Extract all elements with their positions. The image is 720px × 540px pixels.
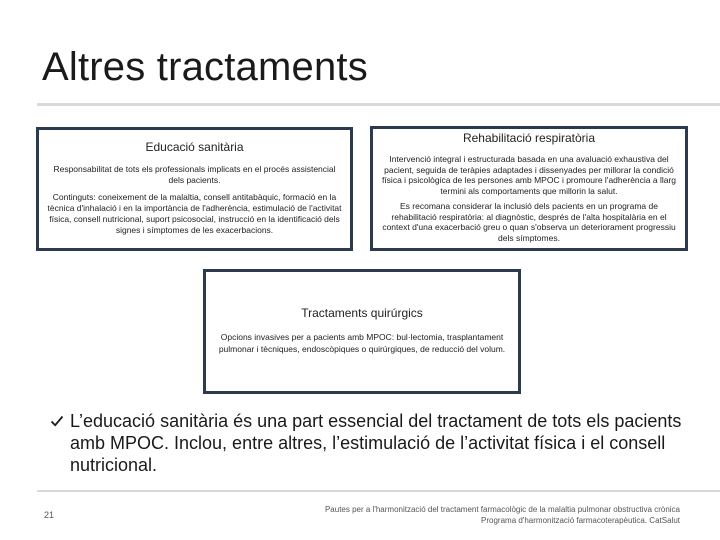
key-point-text: L’educació sanitària és una part essencial del tractament de tots els pacients amb MPOC. Inclou, entre altres, l’estimulació de l’activitat física i el consell nutricional. bbox=[70, 411, 682, 475]
title-divider bbox=[37, 103, 720, 106]
education-paragraph: Continguts: coneixement de la malaltia, consell antitabàquic, formació en la tècnica d'inhalació i en la importància de l'adherència, estimulació de l'activitat física, consell nutricional, suport psicosocial, instrucció en la identificació dels signes i símptomes de les exacerbacions. bbox=[47, 192, 342, 235]
education-heading: Educació sanitària bbox=[145, 140, 244, 154]
education-box bbox=[36, 127, 353, 251]
key-point bbox=[50, 410, 690, 476]
page-title: Altres tractaments bbox=[42, 45, 368, 89]
surgery-body bbox=[212, 332, 512, 355]
checkmark-icon bbox=[50, 410, 64, 428]
footer-source bbox=[250, 504, 680, 526]
rehabilitation-body bbox=[377, 154, 681, 243]
page-number: 21 bbox=[44, 510, 55, 520]
footer-line: Pautes per a l'harmonització del tractament farmacològic de la malaltia pulmonar obstructiva crònica bbox=[324, 505, 680, 514]
footer-divider bbox=[37, 490, 720, 492]
education-paragraph: Responsabilitat de tots els professionals implicats en el procés assistencial dels pacients. bbox=[53, 164, 336, 185]
rehabilitation-heading: Rehabilitació respiratòria bbox=[462, 131, 596, 145]
surgery-box bbox=[203, 269, 521, 394]
rehabilitation-paragraph: Intervenció integral i estructurada basada en una avaluació exhaustiva del pacient, seguida de teràpies adaptades i dissenyades per millorar la condició física i psicològica de les persones amb MPOC i promoure l'adherència a llarg termini als comportaments que millorin la salut. bbox=[381, 154, 677, 196]
rehabilitation-paragraph: Es recomana considerar la inclusió dels pacients en un programa de rehabilitació respiratòria: al diagnòstic, després de l'alta hospitalària en el context d'una exacerbació greu o quan s'observa un deteriorament progressiu dels símptomes. bbox=[382, 201, 676, 243]
rehabilitation-box bbox=[370, 126, 688, 251]
education-body bbox=[45, 164, 344, 236]
surgery-heading: Tractaments quirúrgics bbox=[301, 306, 423, 320]
surgery-paragraph: Opcions invasives per a pacients amb MPOC: bul·lectomia, trasplantament pulmonar i tècniques, endoscòpiques o quirúrgiques, de reducció del volum. bbox=[218, 332, 506, 354]
footer-line: Programa d'harmonització farmacoterapèutica. CatSalut bbox=[481, 516, 680, 525]
